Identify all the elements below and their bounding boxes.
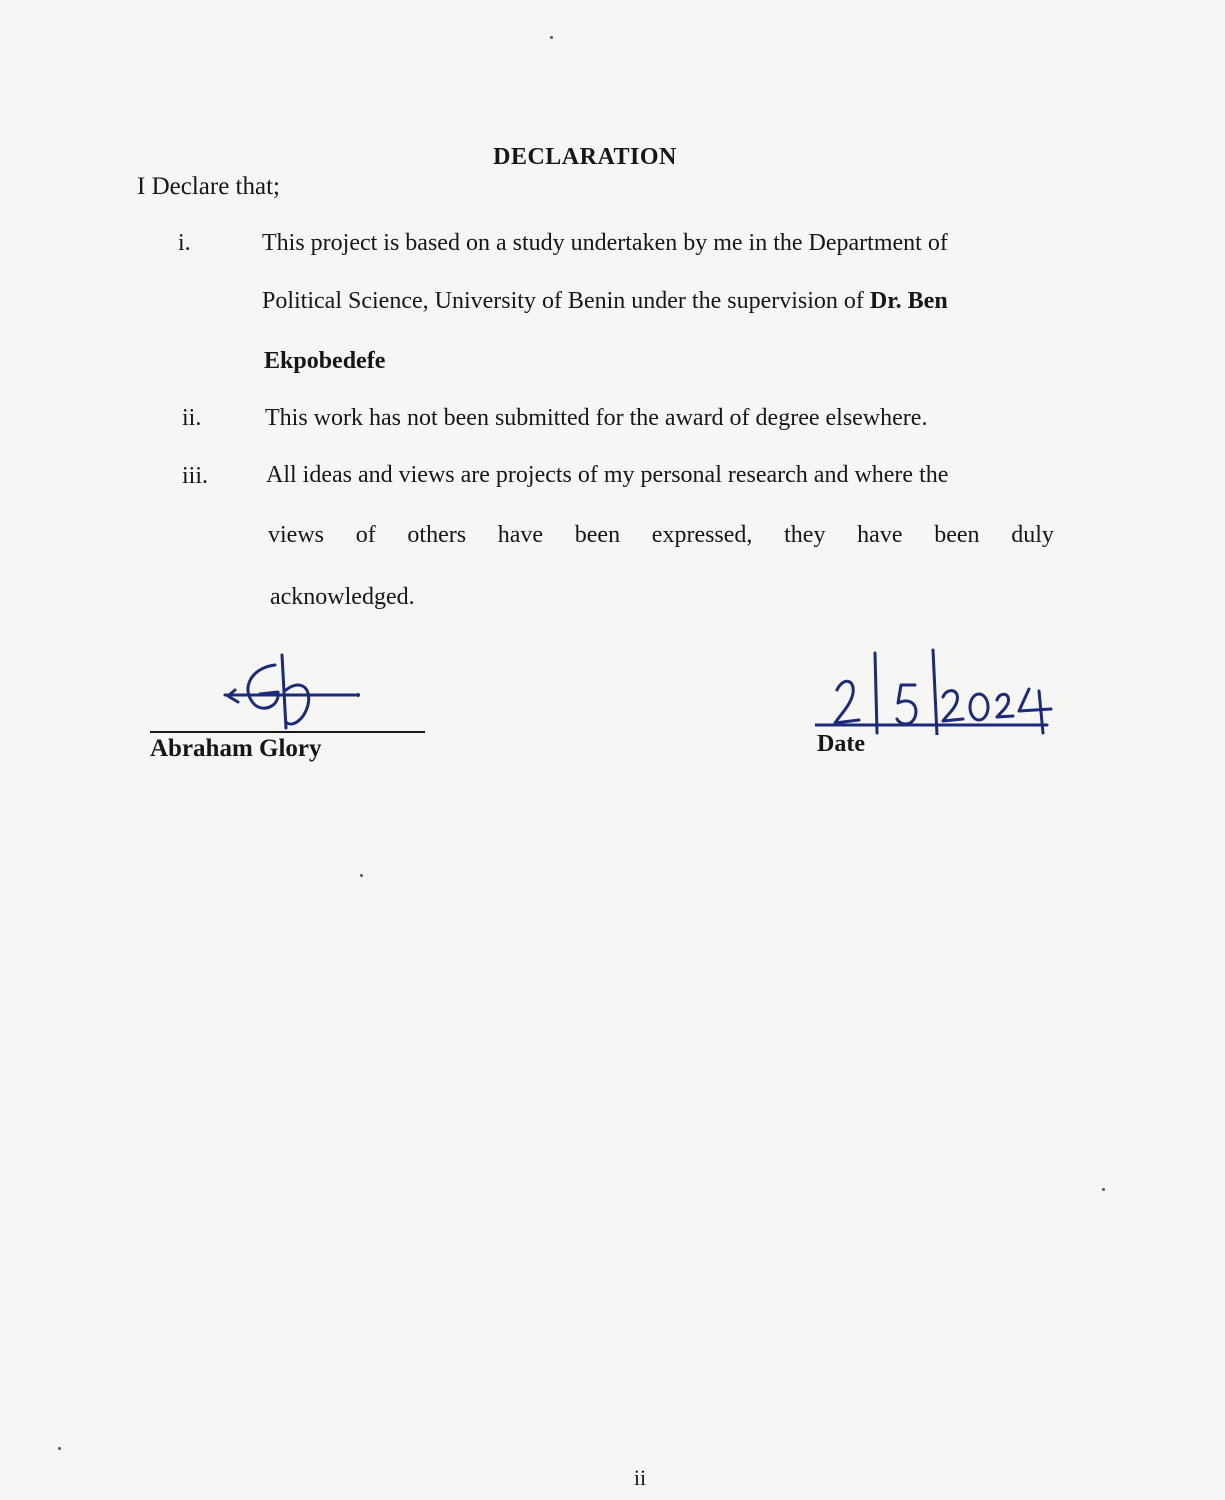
signature-line [150,731,425,733]
item-2-line-1: This work has not been submitted for the award of degree elsewhere. [265,405,928,431]
handwritten-date-icon [815,645,1060,735]
item-3-line-3: acknowledged. [270,584,415,610]
word: have [497,522,544,548]
scan-speck [360,874,363,877]
item-3-line-1: All ideas and views are projects of my personal research and where the [266,462,949,488]
intro-text: I Declare that; [137,173,280,200]
item-1-line-2-text: Political Science, University of Benin under the supervision of [262,288,870,314]
item-1-line-1: This project is based on a study undertaken by me in the Department of [262,230,948,256]
supervisor-name-part-2: Ekpobedefe [264,348,386,374]
scan-speck [550,36,553,39]
date-label: Date [817,731,865,757]
page-number: ii [633,1465,647,1490]
signatory-name: Abraham Glory [150,735,322,762]
item-numeral-2: ii. [182,405,202,431]
word: others [407,522,467,548]
scan-speck [58,1447,61,1450]
word: of [355,522,376,548]
word: been [934,522,980,548]
word: expressed, [651,522,753,548]
item-numeral-1: i. [178,230,191,256]
item-numeral-3: iii. [182,463,209,489]
word: have [857,522,903,548]
page-title: DECLARATION [493,144,677,170]
item-3-line-2 [268,522,1054,549]
word: views [268,522,324,548]
word: duly [1011,522,1054,548]
word: they [784,522,826,548]
handwritten-signature-icon [220,650,370,735]
item-1-line-2 [262,288,948,315]
scan-speck [1102,1188,1105,1191]
word: been [574,522,621,548]
supervisor-name-part-1: Dr. Ben [869,288,948,314]
